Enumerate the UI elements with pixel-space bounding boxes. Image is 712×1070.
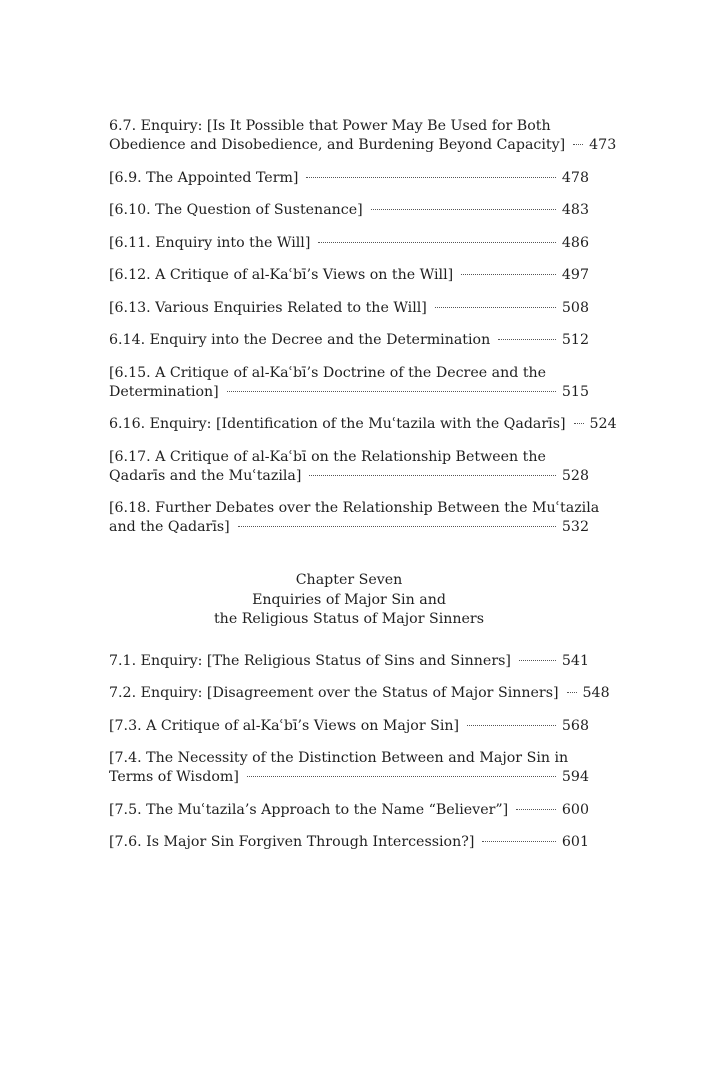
page-number: 512 — [561, 332, 589, 348]
toc-entry-final-line — [109, 383, 589, 402]
toc-entry-title: [6.9. The Appointed Term] — [109, 169, 299, 186]
toc-entry-final-line — [109, 266, 589, 285]
page-number: 594 — [561, 769, 589, 785]
toc-entry-final-line — [109, 801, 589, 820]
toc-section-chapter-six — [109, 117, 617, 537]
table-of-contents — [109, 117, 617, 866]
toc-entry[interactable] — [109, 364, 589, 402]
toc-entry-title: 7.1. Enquiry: [The Religious Status of Sins and Sinners] — [109, 652, 511, 669]
page-number: 483 — [561, 202, 589, 218]
page-number: 541 — [561, 652, 589, 669]
toc-entry[interactable] — [109, 331, 589, 350]
dot-leader — [227, 391, 556, 392]
dot-leader — [482, 841, 556, 842]
dot-leader — [567, 692, 577, 693]
dot-leader — [309, 475, 556, 476]
toc-entry[interactable] — [109, 234, 589, 253]
toc-entry-title: Qadarīs and the Muʿtazila] — [109, 467, 302, 484]
toc-entry-title: [6.10. The Question of Sustenance] — [109, 202, 363, 218]
toc-entry-final-line — [109, 833, 589, 852]
dot-leader — [318, 242, 556, 243]
toc-entry-title: [6.12. A Critique of al-Kaʿbī’s Views on the Will] — [109, 267, 454, 283]
toc-section-chapter-seven — [109, 652, 610, 853]
page-number: 478 — [561, 169, 589, 186]
toc-entry[interactable] — [109, 652, 589, 671]
page-number: 601 — [561, 834, 589, 850]
toc-entry-final-line — [109, 331, 589, 350]
page-number: 548 — [582, 685, 610, 701]
page-number: 600 — [561, 801, 589, 818]
toc-entry-title: Obedience and Disobedience, and Burdening Beyond Capacity] — [109, 137, 566, 153]
toc-entry[interactable] — [109, 117, 617, 155]
dot-leader — [467, 725, 556, 726]
toc-entry-title-line: [6.17. A Critique of al-Kaʿbī on the Relationship Between the — [109, 448, 546, 465]
page-number: 568 — [561, 717, 589, 734]
toc-entry[interactable] — [109, 266, 589, 285]
page-number: 532 — [561, 519, 589, 535]
toc-entry-title: 6.16. Enquiry: [Identification of the Muʿtazila with the Qadarīs] — [109, 416, 566, 432]
toc-entry[interactable] — [109, 499, 600, 537]
toc-entry[interactable] — [109, 299, 589, 318]
toc-entry-final-line — [109, 467, 589, 486]
toc-entry[interactable] — [109, 415, 617, 434]
toc-entry-final-line — [109, 136, 617, 155]
toc-entry[interactable] — [109, 801, 589, 820]
toc-entry-title-line: [6.18. Further Debates over the Relationship Between the Muʿtazila — [109, 500, 600, 516]
dot-leader — [519, 660, 556, 661]
toc-entry-title: [6.13. Various Enquiries Related to the Will] — [109, 299, 427, 316]
toc-entry-title-line: [6.15. A Critique of al-Kaʿbī’s Doctrine of the Decree and the — [109, 364, 547, 381]
toc-entry[interactable] — [109, 833, 589, 852]
toc-entry[interactable] — [109, 749, 589, 787]
toc-entry-final-line — [109, 234, 589, 253]
dot-leader — [573, 144, 583, 145]
dot-leader — [247, 776, 556, 777]
page-number: 497 — [561, 267, 589, 283]
page-number: 473 — [589, 137, 617, 153]
toc-entry-final-line — [109, 415, 617, 434]
chapter-number: Chapter Seven — [295, 572, 403, 588]
toc-entry-title: [6.11. Enquiry into the Will] — [109, 234, 311, 251]
toc-entry-title-line: 6.7. Enquiry: [Is It Possible that Power May Be Used for Both — [109, 118, 551, 134]
page-number: 486 — [561, 234, 589, 251]
dot-leader — [516, 809, 556, 810]
page-number: 515 — [561, 383, 589, 400]
toc-entry-final-line — [109, 518, 589, 537]
chapter-title-line-1: Enquiries of Major Sin and — [252, 591, 446, 608]
toc-entry[interactable] — [109, 448, 589, 486]
dot-leader — [238, 526, 556, 527]
toc-entry-title: Terms of Wisdom] — [109, 769, 239, 785]
toc-entry-title: [7.5. The Muʿtazila’s Approach to the Name “Believer”] — [109, 801, 509, 818]
page-number: 524 — [589, 416, 617, 432]
toc-entry-final-line — [109, 652, 589, 671]
toc-entry-final-line — [109, 717, 589, 736]
chapter-heading — [109, 571, 589, 630]
dot-leader — [574, 423, 584, 424]
toc-entry[interactable] — [109, 169, 589, 188]
toc-entry-final-line — [109, 684, 610, 703]
toc-entry[interactable] — [109, 717, 589, 736]
toc-entry-final-line — [109, 201, 589, 220]
toc-entry-final-line — [109, 299, 589, 318]
toc-entry-title: and the Qadarīs] — [109, 519, 230, 535]
toc-entry-final-line — [109, 169, 589, 188]
dot-leader — [435, 307, 556, 308]
dot-leader — [306, 177, 555, 178]
dot-leader — [461, 274, 556, 275]
toc-entry-title: Determination] — [109, 383, 219, 400]
toc-entry-title-line: [7.4. The Necessity of the Distinction Between and Major Sin in — [109, 750, 569, 766]
toc-entry-title: 7.2. Enquiry: [Disagreement over the Status of Major Sinners] — [109, 685, 559, 701]
dot-leader — [498, 339, 556, 340]
toc-entry-title: [7.6. Is Major Sin Forgiven Through Intercession?] — [109, 834, 475, 850]
toc-entry[interactable] — [109, 684, 610, 703]
toc-entry[interactable] — [109, 201, 589, 220]
toc-entry-title: 6.14. Enquiry into the Decree and the Determination — [109, 332, 491, 348]
toc-entry-final-line — [109, 768, 589, 787]
dot-leader — [371, 209, 556, 210]
chapter-title-line-2: the Religious Status of Major Sinners — [213, 611, 484, 627]
toc-entry-title: [7.3. A Critique of al-Kaʿbī’s Views on Major Sin] — [109, 717, 460, 734]
page-number: 528 — [561, 467, 589, 484]
page-number: 508 — [561, 299, 589, 316]
